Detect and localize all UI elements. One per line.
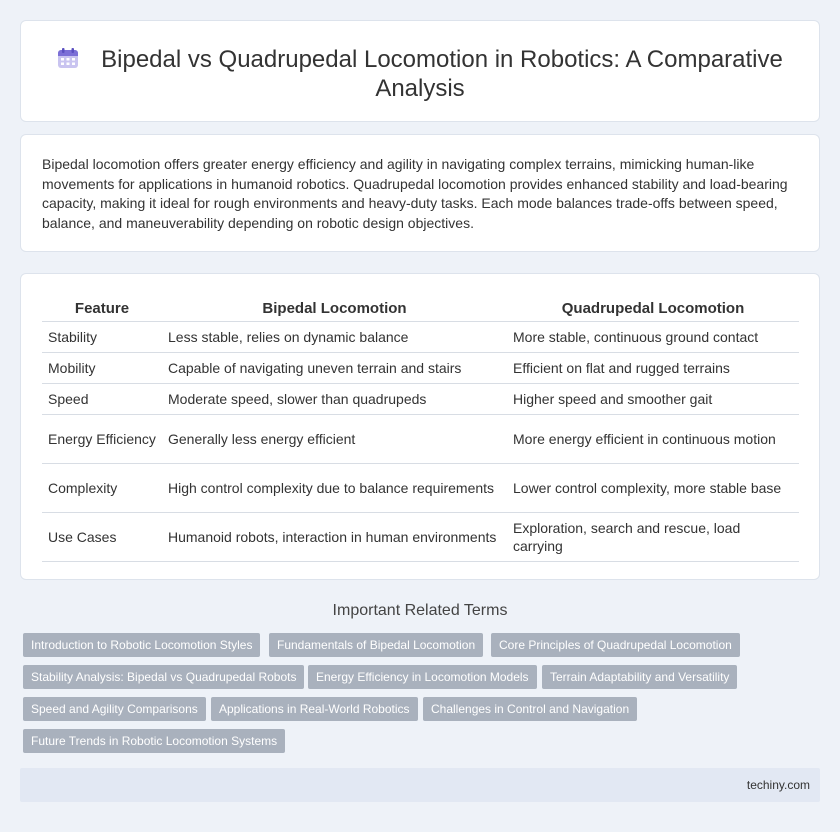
bipedal-cell: Generally less energy efficient xyxy=(162,414,507,463)
table-row xyxy=(42,512,799,561)
table-row xyxy=(42,352,799,383)
quadrupedal-cell: More stable, continuous ground contact xyxy=(507,321,799,352)
header-feature: Feature xyxy=(42,291,162,321)
table-row xyxy=(42,321,799,352)
header-quadrupedal: Quadrupedal Locomotion xyxy=(507,291,799,321)
table-row xyxy=(42,414,799,463)
quadrupedal-cell: Higher speed and smoother gait xyxy=(507,383,799,414)
title-card xyxy=(20,20,820,122)
bipedal-cell: Less stable, relies on dynamic balance xyxy=(162,321,507,352)
related-term-tag[interactable]: Future Trends in Robotic Locomotion Systems xyxy=(23,729,285,753)
footer-site-link[interactable]: techiny.com xyxy=(746,778,810,792)
comparison-table xyxy=(42,291,799,562)
intro-card xyxy=(20,134,820,252)
bipedal-cell: High control complexity due to balance requirements xyxy=(162,463,507,512)
quadrupedal-cell: More energy efficient in continuous motion xyxy=(507,414,799,463)
related-term-tag[interactable]: Speed and Agility Comparisons xyxy=(23,697,206,721)
feature-cell: Energy Efficiency xyxy=(42,414,162,463)
table-row xyxy=(42,463,799,512)
table-header-row xyxy=(42,291,799,321)
page-title-row xyxy=(21,45,819,103)
feature-cell: Mobility xyxy=(42,352,162,383)
footer xyxy=(20,768,820,802)
bipedal-cell: Moderate speed, slower than quadrupeds xyxy=(162,383,507,414)
feature-cell: Stability xyxy=(42,321,162,352)
bipedal-cell: Humanoid robots, interaction in human environments xyxy=(162,512,507,561)
related-term-tag[interactable]: Applications in Real-World Robotics xyxy=(211,697,418,721)
feature-cell: Use Cases xyxy=(42,512,162,561)
related-term-tag[interactable]: Terrain Adaptability and Versatility xyxy=(542,665,737,689)
quadrupedal-cell: Efficient on flat and rugged terrains xyxy=(507,352,799,383)
bipedal-cell: Capable of navigating uneven terrain and stairs xyxy=(162,352,507,383)
feature-cell: Speed xyxy=(42,383,162,414)
related-term-tag[interactable]: Stability Analysis: Bipedal vs Quadrupedal Robots xyxy=(23,665,304,689)
header-bipedal: Bipedal Locomotion xyxy=(162,291,507,321)
related-term-tag[interactable]: Fundamentals of Bipedal Locomotion xyxy=(269,633,483,657)
related-terms-heading: Important Related Terms xyxy=(332,602,508,619)
calendar-icon xyxy=(57,47,79,69)
related-term-tag[interactable]: Core Principles of Quadrupedal Locomotion xyxy=(491,633,740,657)
intro-text: Bipedal locomotion offers greater energy efficiency and agility in navigating complex terrains, mimicking human-like movements for applications in humanoid robotics. Quadrupedal locomotion provides enhanced stability and load-bearing capacity, making it ideal for rough environments and heavy-duty tasks. Each mode balances trade-offs between speed, balance, and maneuverability depending on robotic design objectives. xyxy=(42,156,788,231)
quadrupedal-cell: Exploration, search and rescue, load carrying xyxy=(507,512,799,561)
related-term-tag[interactable]: Challenges in Control and Navigation xyxy=(423,697,637,721)
related-term-tag[interactable]: Energy Efficiency in Locomotion Models xyxy=(308,665,537,689)
feature-cell: Complexity xyxy=(42,463,162,512)
comparison-table-card xyxy=(20,273,820,580)
quadrupedal-cell: Lower control complexity, more stable base xyxy=(507,463,799,512)
related-term-tag[interactable]: Introduction to Robotic Locomotion Styles xyxy=(23,633,260,657)
page-title: Bipedal vs Quadrupedal Locomotion in Robotics: A Comparative Analysis xyxy=(101,46,783,102)
table-row xyxy=(42,383,799,414)
